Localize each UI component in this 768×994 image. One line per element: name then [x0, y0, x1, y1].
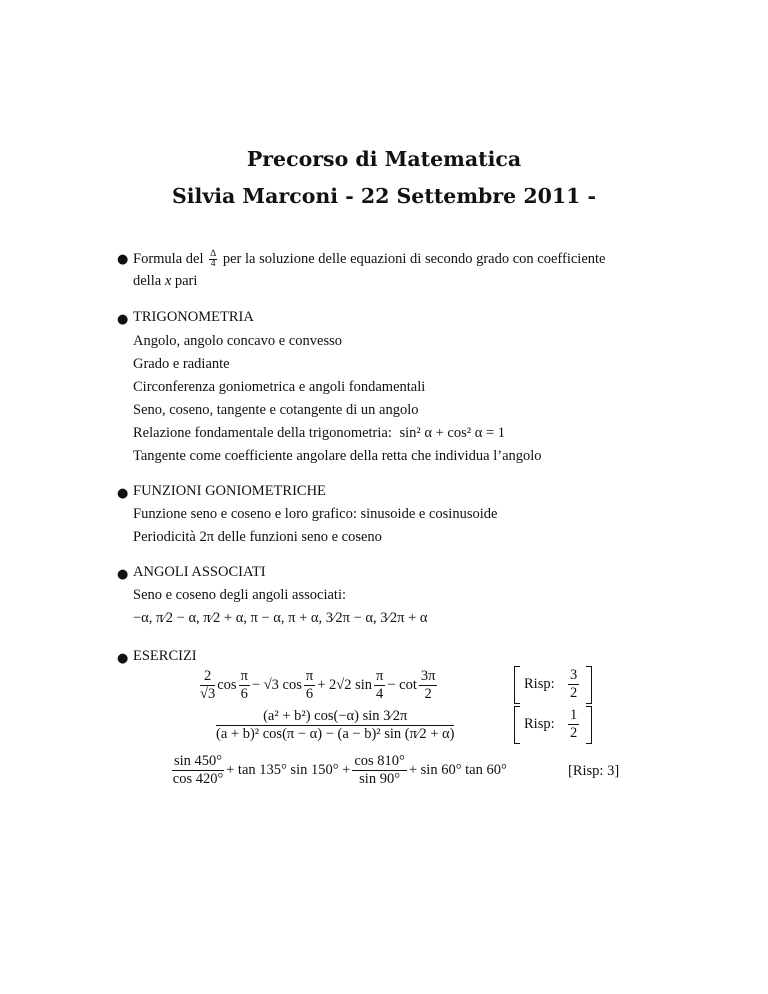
trig-item: Relazione fondamentale della trigonometria: [133, 425, 392, 441]
delta-fraction [209, 250, 217, 269]
exercise-1 [198, 668, 439, 703]
bullet-point: ● [117, 567, 129, 582]
frac-numerator: sin 450° [174, 753, 223, 769]
trig-item: Tangente come coefficiente angolare della retta che individua l’angolo [133, 448, 542, 464]
frac-denominator: (a + b)² cos(π − α) − (a − b)² sin (π⁄2 + α) [216, 726, 455, 742]
section-heading-esercizi: ESERCIZI [133, 648, 197, 664]
bullet-point: ● [117, 312, 129, 327]
delta-numerator: Δ [210, 249, 217, 259]
frac-denominator: 6 [240, 686, 248, 702]
sin-term: + 2√2 sin [317, 677, 372, 693]
sqrt3-cos-term: − √3 cos [251, 677, 302, 693]
bullet-point: ● [117, 252, 129, 267]
frac-denominator: cos 420° [172, 771, 224, 787]
page-subtitle: Silvia Marconi - 22 Settembre 2011 - [171, 184, 597, 208]
3pi-over-2 [419, 668, 438, 703]
frac-numerator: 3π [420, 668, 436, 684]
formula-line-2 [133, 273, 197, 290]
right-bracket [586, 706, 592, 744]
bullet-point: ● [117, 651, 129, 666]
right-bracket [586, 666, 592, 704]
variable-x: x [164, 273, 172, 289]
trig-item: Seno, coseno, tangente e cotangente di un angolo [133, 402, 419, 418]
left-bracket [514, 706, 520, 744]
frac-denominator: 2 [570, 685, 578, 701]
frac-numerator: π [305, 668, 314, 684]
formula-text-2: della [133, 273, 162, 289]
frac-numerator: 3 [570, 667, 578, 683]
funzioni-item: Periodicità 2π delle funzioni seno e coseno [133, 529, 382, 545]
answer-2 [514, 706, 594, 744]
pi-over-6 [239, 668, 250, 703]
answer-3: [Risp: 3] [568, 763, 620, 779]
answer-1 [514, 666, 594, 704]
trig-item: Grado e radiante [133, 356, 230, 372]
section-heading-trig: TRIGONOMETRIA [133, 309, 254, 325]
cot-term: − cot [387, 677, 417, 693]
delta-denominator: 4 [210, 259, 216, 269]
page-title: Precorso di Matematica [246, 147, 522, 171]
frac-numerator: π [240, 668, 248, 684]
exercise-2-fraction [216, 708, 454, 743]
associati-intro: Seno e coseno degli angoli associati: [133, 587, 347, 603]
frac-denominator: 2 [424, 686, 432, 702]
pi-over-4 [374, 668, 385, 703]
formula-text-3: pari [174, 273, 198, 289]
frac-numerator: (a² + b²) cos(−α) sin 3⁄2π [216, 708, 454, 726]
frac-denominator: 2 [570, 725, 578, 741]
answer-fraction [568, 667, 579, 702]
frac-denominator: 6 [305, 686, 314, 702]
sin450-over-cos420 [172, 753, 224, 788]
answer-label: Risp: [524, 716, 555, 732]
cos-term: cos [217, 677, 237, 693]
cos810-over-sin90 [352, 753, 407, 788]
frac-denominator: √3 [200, 686, 216, 702]
tail-terms: + sin 60° tan 60° [408, 762, 507, 778]
section-heading-associati: ANGOLI ASSOCIATI [133, 564, 266, 580]
formula-text-cont: per la soluzione delle equazioni di secondo grado con coefficiente [222, 250, 606, 267]
left-bracket [514, 666, 520, 704]
section-heading-funzioni: FUNZIONI GONIOMETRICHE [133, 483, 326, 499]
exercise-2 [214, 708, 456, 743]
frac-numerator: π [376, 668, 384, 684]
frac-numerator: 2 [200, 668, 215, 686]
frac-denominator: 4 [376, 686, 384, 702]
exercise-3 [170, 753, 507, 788]
answer-label: Risp: [524, 676, 555, 692]
pi-over-6 [304, 668, 315, 703]
frac-numerator: 1 [570, 707, 578, 723]
trig-item: Angolo, angolo concavo e convesso [133, 333, 342, 349]
trig-identity-line [133, 425, 505, 442]
coefficient-fraction [200, 668, 215, 703]
formula-text: Formula del [133, 250, 204, 267]
frac-numerator: cos 810° [354, 753, 405, 769]
formula-line-1 [133, 250, 605, 269]
associati-angles: −α, π⁄2 − α, π⁄2 + α, π − α, π + α, 3⁄2π − α, 3⁄2π + α [133, 610, 428, 626]
frac-denominator: sin 90° [359, 771, 401, 787]
answer-fraction [568, 707, 579, 742]
trig-item: Circonferenza goniometrica e angoli fondamentali [133, 379, 426, 395]
middle-terms: + tan 135° sin 150° + [226, 762, 351, 778]
bullet-point: ● [117, 486, 129, 501]
funzioni-item: Funzione seno e coseno e loro grafico: sinusoide e cosinusoide [133, 506, 498, 522]
trig-identity: sin² α + cos² α = 1 [399, 425, 506, 441]
